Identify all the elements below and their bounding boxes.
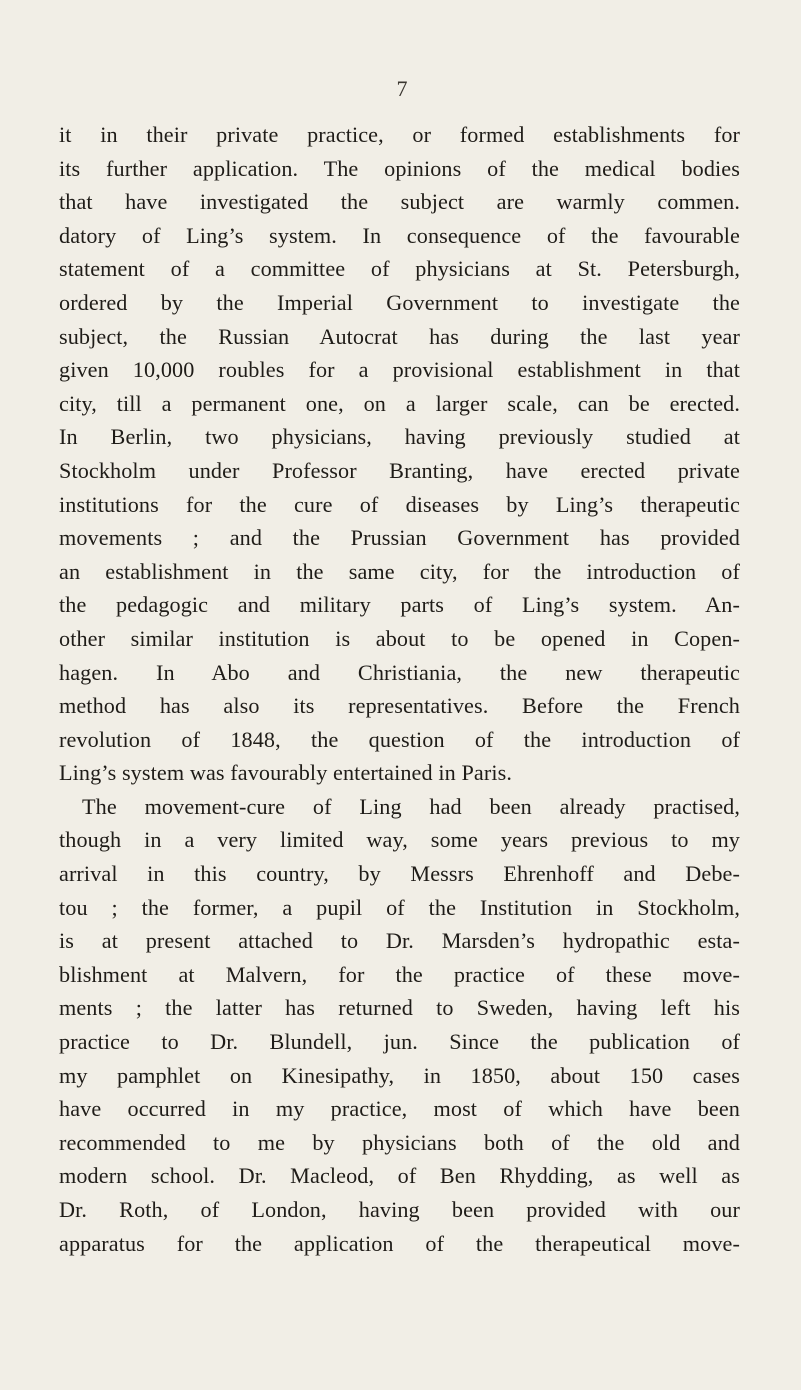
text-line: practice to Dr. Blundell, jun. Since the publication of [59, 1029, 740, 1055]
text-line: Ling’s system was favourably entertained in Paris. [59, 760, 512, 786]
text-line: ments ; the latter has returned to Sweden, having left his [59, 995, 740, 1021]
text-line: institutions for the cure of diseases by Ling’s therapeutic [59, 491, 740, 517]
page-number: 7 [396, 76, 408, 101]
text-line: tou ; the former, a pupil of the Institution in Stockholm, [59, 894, 740, 920]
text-line: datory of Ling’s system. In consequence of the favourable [59, 222, 740, 248]
body-text [59, 118, 740, 1260]
text-line: Dr. Roth, of London, having been provided with our [59, 1197, 740, 1222]
text-line: ordered by the Imperial Government to investigate the [59, 289, 740, 315]
text-line: statement of a committee of physicians at St. Petersburgh, [59, 256, 740, 282]
text-line: its further application. The opinions of the medical bodies [59, 155, 740, 181]
text-line: it in their private practice, or formed establishments for [59, 122, 740, 147]
text-line: other similar institution is about to be opened in Copen- [59, 625, 740, 651]
text-line: revolution of 1848, the question of the introduction of [59, 726, 740, 752]
text-line: arrival in this country, by Messrs Ehrenhoff and Debe- [59, 861, 740, 887]
text-line: given 10,000 roubles for a provisional establishment in that [59, 357, 740, 383]
text-line: is at present attached to Dr. Marsden’s hydropathic esta- [59, 928, 740, 954]
text-line: city, till a permanent one, on a larger scale, can be erected. [59, 390, 740, 416]
text-line: subject, the Russian Autocrat has during the last year [59, 323, 740, 349]
text-line: movements ; and the Prussian Government has provided [59, 525, 740, 551]
text-line: though in a very limited way, some years previous to my [59, 827, 740, 853]
text-line: an establishment in the same city, for the introduction of [59, 558, 740, 584]
text-line: modern school. Dr. Macleod, of Ben Rhydding, as well as [59, 1163, 740, 1189]
text-line: apparatus for the application of the therapeutical move- [59, 1230, 740, 1256]
text-line: The movement-cure of Ling had been already practised, [82, 793, 740, 819]
text-line: method has also its representatives. Before the French [59, 693, 740, 719]
text-line: recommended to me by physicians both of the old and [59, 1129, 740, 1155]
text-line: that have investigated the subject are warmly commen. [59, 189, 740, 215]
text-line: In Berlin, two physicians, having previously studied at [59, 424, 740, 450]
text-line: the pedagogic and military parts of Ling’s system. An- [59, 592, 740, 618]
text-line: hagen. In Abo and Christiania, the new therapeutic [59, 659, 740, 685]
text-line: have occurred in my practice, most of which have been [59, 1096, 740, 1122]
text-line: Stockholm under Professor Branting, have erected private [59, 457, 740, 483]
text-line: my pamphlet on Kinesipathy, in 1850, about 150 cases [59, 1062, 740, 1088]
text-line: blishment at Malvern, for the practice of these move- [59, 961, 740, 987]
